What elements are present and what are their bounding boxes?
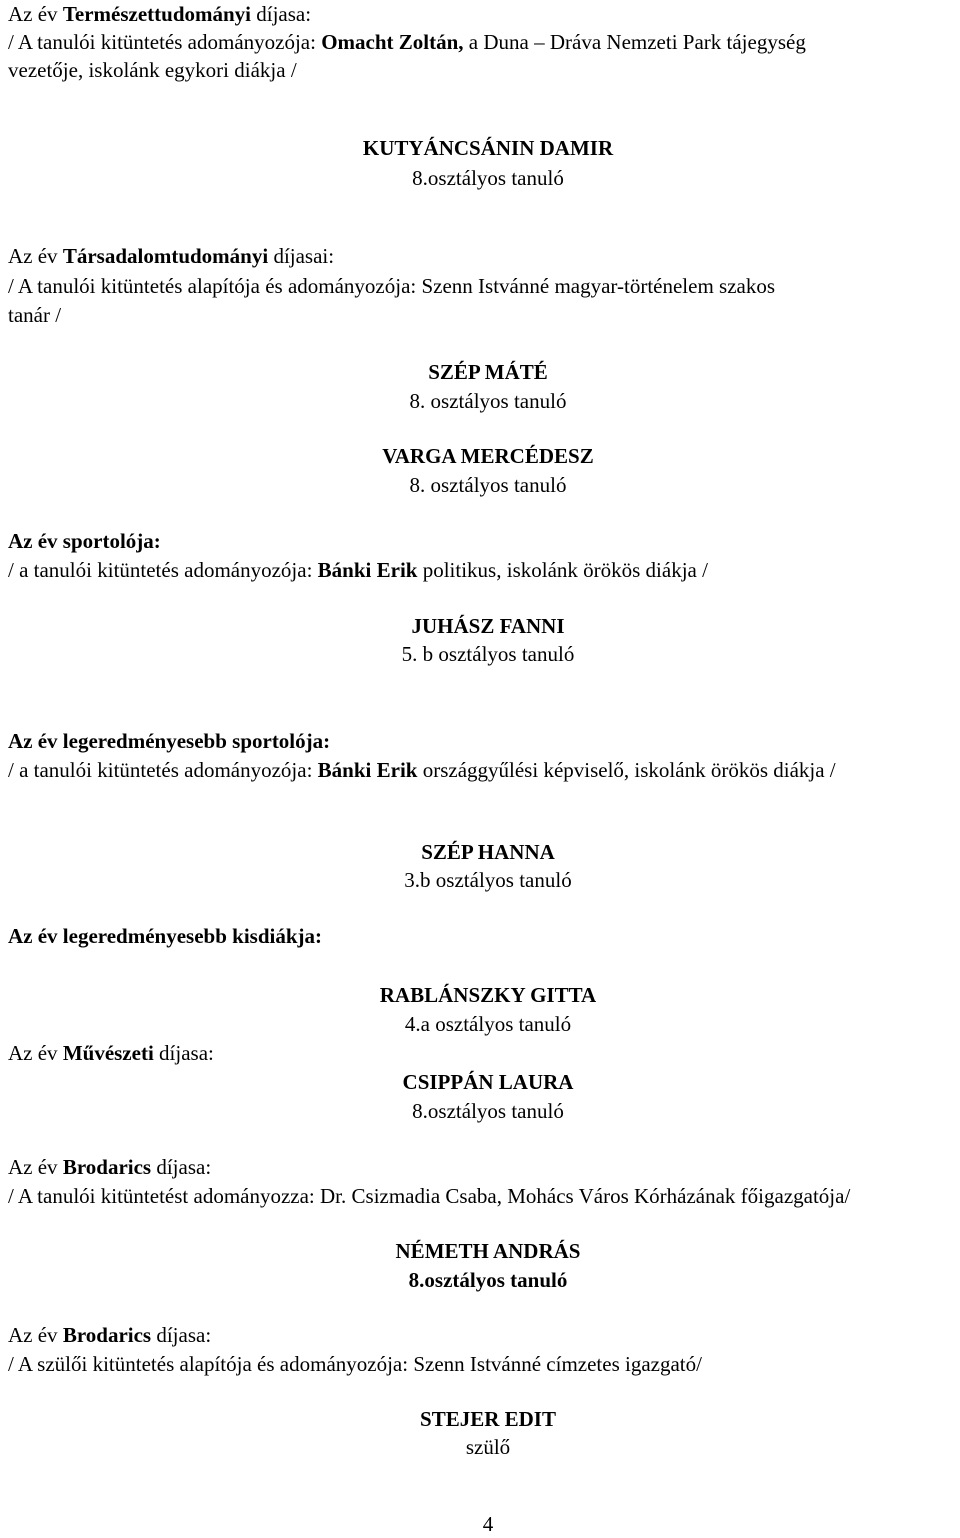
winner-name: SZÉP HANNA [421,840,555,864]
donor-text-rest: politikus, iskolánk örökös diákja / [417,558,708,582]
heading-suffix: díjasai: [268,244,335,268]
winner-class: 8.osztályos tanuló [412,1099,564,1123]
winner-class: 8.osztályos tanuló [408,1268,568,1292]
award-heading-social-science [8,242,334,270]
donor-name: Omacht Zoltán, [321,30,464,54]
winner-name: NÉMETH ANDRÁS [395,1239,581,1263]
award-category: Brodarics [62,1323,152,1347]
award-category: Természettudományi [62,2,252,26]
donor-line-continued: tanár / [8,303,62,327]
donor-text-rest: országgyűlési képviselő, iskolánk örökös diákja / [417,758,836,782]
donor-line: / A szülői kitüntetés alapítója és adományozója: Szenn Istvánné címzetes igazgató/ [8,1352,702,1376]
award-heading-brodarics-parent [8,1321,211,1349]
award-heading-arts [8,1039,214,1067]
donor-text-rest: a Duna – Dráva Nemzeti Park tájegység [463,30,806,54]
winner-name: SZÉP MÁTÉ [428,360,548,384]
award-heading-best-athlete: Az év legeredményesebb sportolója: [8,729,331,753]
award-heading-athlete: Az év sportolója: [8,529,161,553]
winner-name: CSIPPÁN LAURA [402,1070,574,1094]
donor-line [8,556,708,584]
award-category: Művészeti [62,1041,154,1065]
heading-suffix: díjasa: [153,1041,214,1065]
heading-prefix: Az év [8,244,63,268]
winner-class: 8. osztályos tanuló [409,389,567,413]
donor-name: Bánki Erik [317,558,418,582]
heading-prefix: Az év [8,1041,63,1065]
winner-class: szülő [465,1435,511,1459]
heading-suffix: díjasa: [151,1323,212,1347]
winner-name: KUTYÁNCSÁNIN DAMIR [362,136,614,160]
donor-text: / A tanulói kitüntetés adományozója: [8,30,322,54]
winner-class: 8. osztályos tanuló [409,473,567,497]
heading-prefix: Az év [8,2,63,26]
award-category: Brodarics [62,1155,152,1179]
winner-name: RABLÁNSZKY GITTA [379,983,597,1007]
donor-line: / A tanulói kitüntetést adományozza: Dr. Csizmadia Csaba, Mohács Város Kórházának főigazgatója/ [8,1184,851,1208]
donor-line: / A tanulói kitüntetés alapítója és adományozója: Szenn Istvánné magyar-történelem szakos [8,274,776,298]
donor-line [8,28,806,56]
heading-suffix: díjasa: [251,2,312,26]
page-number: 4 [482,1512,494,1536]
heading-prefix: Az év [8,1323,63,1347]
winner-class: 5. b osztályos tanuló [401,642,575,666]
heading-prefix: Az év [8,1155,63,1179]
award-heading-brodarics [8,1153,211,1181]
winner-name: VARGA MERCÉDESZ [382,444,594,468]
award-heading-natural-science [8,0,311,28]
winner-class: 4.a osztályos tanuló [404,1012,572,1036]
donor-text: / a tanulói kitüntetés adományozója: [8,558,318,582]
award-category: Társadalomtudományi [62,244,269,268]
winner-class: 8.osztályos tanuló [412,166,564,190]
donor-line-continued: vezetője, iskolánk egykori diákja / [8,58,297,82]
winner-name: STEJER EDIT [420,1407,556,1431]
winner-class: 3.b osztályos tanuló [404,868,572,892]
donor-name: Bánki Erik [317,758,418,782]
donor-line [8,756,836,784]
winner-name: JUHÁSZ FANNI [411,614,565,638]
heading-suffix: díjasa: [151,1155,212,1179]
award-heading-best-junior: Az év legeredményesebb kisdiákja: [8,924,323,948]
donor-text: / a tanulói kitüntetés adományozója: [8,758,318,782]
